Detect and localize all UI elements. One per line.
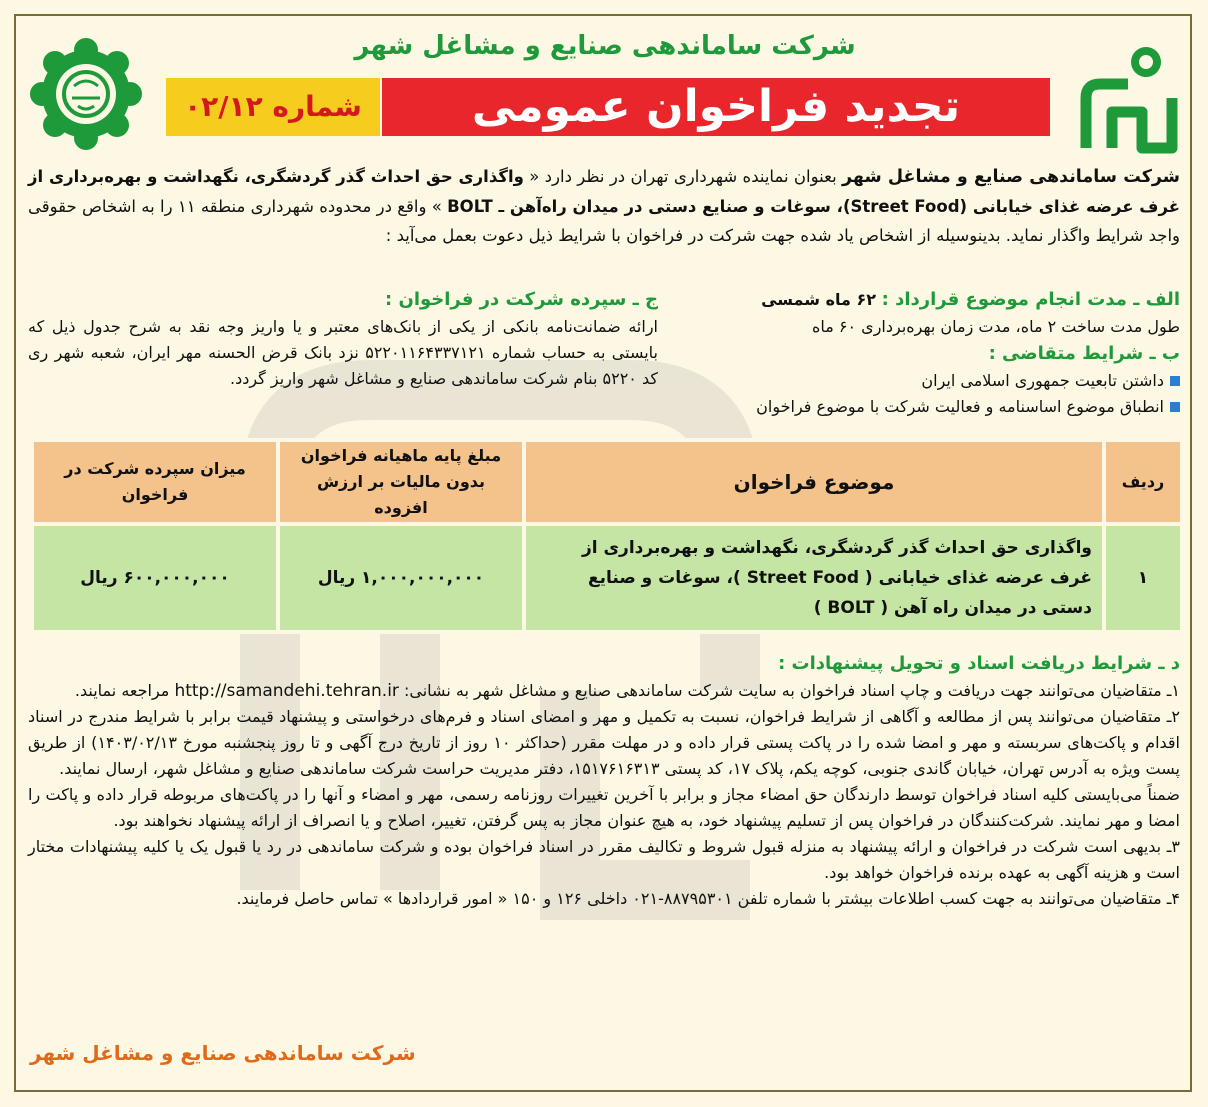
section-d-item-2b: ضمناً می‌بایستی کلیه اسناد فراخوان توسط دارندگان حق امضاء مجاز و برابر با آخرین تغییرات روزنامه رسمی، مهر و امضاء و آنها را در پاکت‌های مربوطه قرار داده و پاکت را امضا و مهر نمایند. شرکت‌کنندگان در فراخوان پس از تسلیم پیشنهاد خود، به هیچ عنوان مجاز به پس گرفتن، تغییر، اصلاح و یا انصراف از ارائه پیشنهاد نخواهند بود. bbox=[28, 785, 1180, 830]
tehran-municipality-logo-icon bbox=[26, 36, 146, 152]
section-a-value: ۶۲ ماه شمسی bbox=[761, 290, 882, 309]
section-c-text: ارائه ضمانت‌نامه بانکی از یکی از بانک‌های معتبر و یا واریز وجه نقد به شرح جدول ذیل که بایستی به حساب شماره ۵۲۲۰۱۱۶۴۳۳۷۱۲۱ نزد بانک قرض الحسنه مهر ایران، شعبه شهر ری کد ۵۲۲۰ بنام شرکت ساماندهی صنایع و مشاغل شهر واریز گردد. bbox=[28, 317, 658, 388]
section-d-title: د ـ شرایط دریافت اسناد و تحویل پیشنهادات : bbox=[778, 653, 1180, 674]
section-b-item: انطباق موضوع اساسنامه و فعالیت شرکت با موضوع فراخوان bbox=[620, 394, 1180, 420]
section-a-line2: طول مدت ساخت ۲ ماه، مدت زمان بهره‌برداری ۶۰ ماه bbox=[811, 317, 1180, 336]
table-header-row bbox=[32, 440, 1182, 524]
section-d-item-1: ۱ـ متقاضیان می‌توانند جهت دریافت و چاپ اسناد فراخوان به سایت شرکت ساماندهی صنایع و مشاغل شهر به نشانی: http://samandehi.tehran.ir مراجعه نمایند. bbox=[74, 681, 1180, 701]
intro-part1: بعنوان نماینده شهرداری تهران در نظر دارد « bbox=[523, 167, 843, 186]
section-d-item-4: ۴ـ متقاضیان می‌توانند به جهت کسب اطلاعات بیشتر با شماره تلفن ۸۸۷۹۵۳۰۱-۰۲۱ داخلی ۱۲۶ و ۱۵۰ « امور قراردادها » تماس حاصل فرمایند. bbox=[236, 889, 1180, 908]
cell-base-amount: ۱,۰۰۰,۰۰۰,۰۰۰ ریال bbox=[278, 524, 524, 632]
header-base-amount: مبلغ پایه ماهیانه فراخوان بدون مالیات بر ارزش افزوده bbox=[278, 440, 524, 524]
cell-row-no: ۱ bbox=[1104, 524, 1182, 632]
header-subject: موضوع فراخوان bbox=[524, 440, 1104, 524]
header-row-no: ردیف bbox=[1104, 440, 1182, 524]
bullet-square-icon bbox=[1170, 402, 1180, 412]
section-c bbox=[28, 286, 658, 392]
section-d bbox=[28, 650, 1180, 912]
section-a-title: الف ـ مدت انجام موضوع قرارداد : bbox=[881, 289, 1180, 310]
section-b-title: ب ـ شرایط متقاضی : bbox=[988, 343, 1180, 364]
banner-title: تجدید فراخوان عمومی bbox=[382, 78, 1050, 136]
section-c-title: ج ـ سپرده شرکت در فراخوان : bbox=[385, 289, 658, 310]
bullet-square-icon bbox=[1170, 376, 1180, 386]
intro-part2: » واقع در محدوده شهرداری منطقه ۱۱ را به اشخاص حقوقی واجد شرایط واگذار نماید. بدینوسیله از اشخاص یاد شده جهت شرکت در فراخوان با شرایط ذیل دعوت بعمل می‌آید : bbox=[28, 197, 1180, 245]
samandehi-logo-icon bbox=[1072, 40, 1184, 156]
signature: شرکت ساماندهی صنایع و مشاغل شهر bbox=[30, 1041, 416, 1065]
intro-company: شرکت ساماندهی صنایع و مشاغل شهر bbox=[842, 167, 1180, 187]
section-d-item-2: ۲ـ متقاضیان می‌توانند پس از مطالعه و آگاهی از شرایط فراخوان، نسبت به تکمیل و مهر و امضای اسناد و فرم‌های درخواستی و پیشنهاد قیمت برابر با شرایط مندرج در اسناد اقدام و پاکت‌های سربسته و مهر و امضا شده را در پاکت پستی قرار داده و در مهلت مقرر (حداکثر ۱۰ روز از تاریخ درج آگهی و تا روز پنجشنبه مورخ ۱۴۰۳/۰۲/۱۳) از طریق پست ویژه به آدرس تهران، خیابان گاندی جنوبی، کوچه یکم، پلاک ۱۷، کد پستی ۱۵۱۷۶۱۶۳۱۳، دفتر مدیریت حراست شرکت ساماندهی صنایع و مشاغل شهر، ارسال نمایند. bbox=[28, 707, 1181, 778]
header-deposit: میزان سپرده شرکت در فراخوان bbox=[32, 440, 278, 524]
section-a-b bbox=[620, 286, 1180, 420]
intro-paragraph bbox=[28, 162, 1180, 250]
website-link[interactable]: http://samandehi.tehran.ir bbox=[174, 681, 399, 701]
announcement-number: شماره ۰۲/۱۲ bbox=[166, 78, 380, 136]
company-name-top: شرکت ساماندهی صنایع و مشاغل شهر bbox=[354, 31, 856, 61]
intro-subject: واگذاری حق احداث گذر گردشگری، نگهداشت و بهره‌برداری از غرف عرضه غذای خیابانی (Street Food)، سوغات و صنایع دستی در میدان راه‌آهن ـ BOLT bbox=[28, 167, 1181, 216]
tender-table bbox=[30, 438, 1184, 634]
section-b-item: داشتن تابعیت جمهوری اسلامی ایران bbox=[620, 368, 1180, 394]
cell-deposit: ۶۰۰,۰۰۰,۰۰۰ ریال bbox=[32, 524, 278, 632]
cell-subject: واگذاری حق احداث گذر گردشگری، نگهداشت و بهره‌برداری از غرف عرضه غذای خیابانی ( Street Food )، سوغات و صنایع دستی در میدان راه آهن ( BOLT ) bbox=[524, 524, 1104, 632]
section-d-item-3: ۳ـ بدیهی است شرکت در فراخوان و ارائه پیشنهاد به منزله قبول شروط و تکالیف مقرر در اسناد فراخوان بوده و شرکت ساماندهی در رد یا قبول یک یا کلیه پیشنهادات مختار است و هزینه آگهی به عهده برنده فراخوان خواهد بود. bbox=[28, 837, 1180, 882]
table-row bbox=[32, 524, 1182, 632]
